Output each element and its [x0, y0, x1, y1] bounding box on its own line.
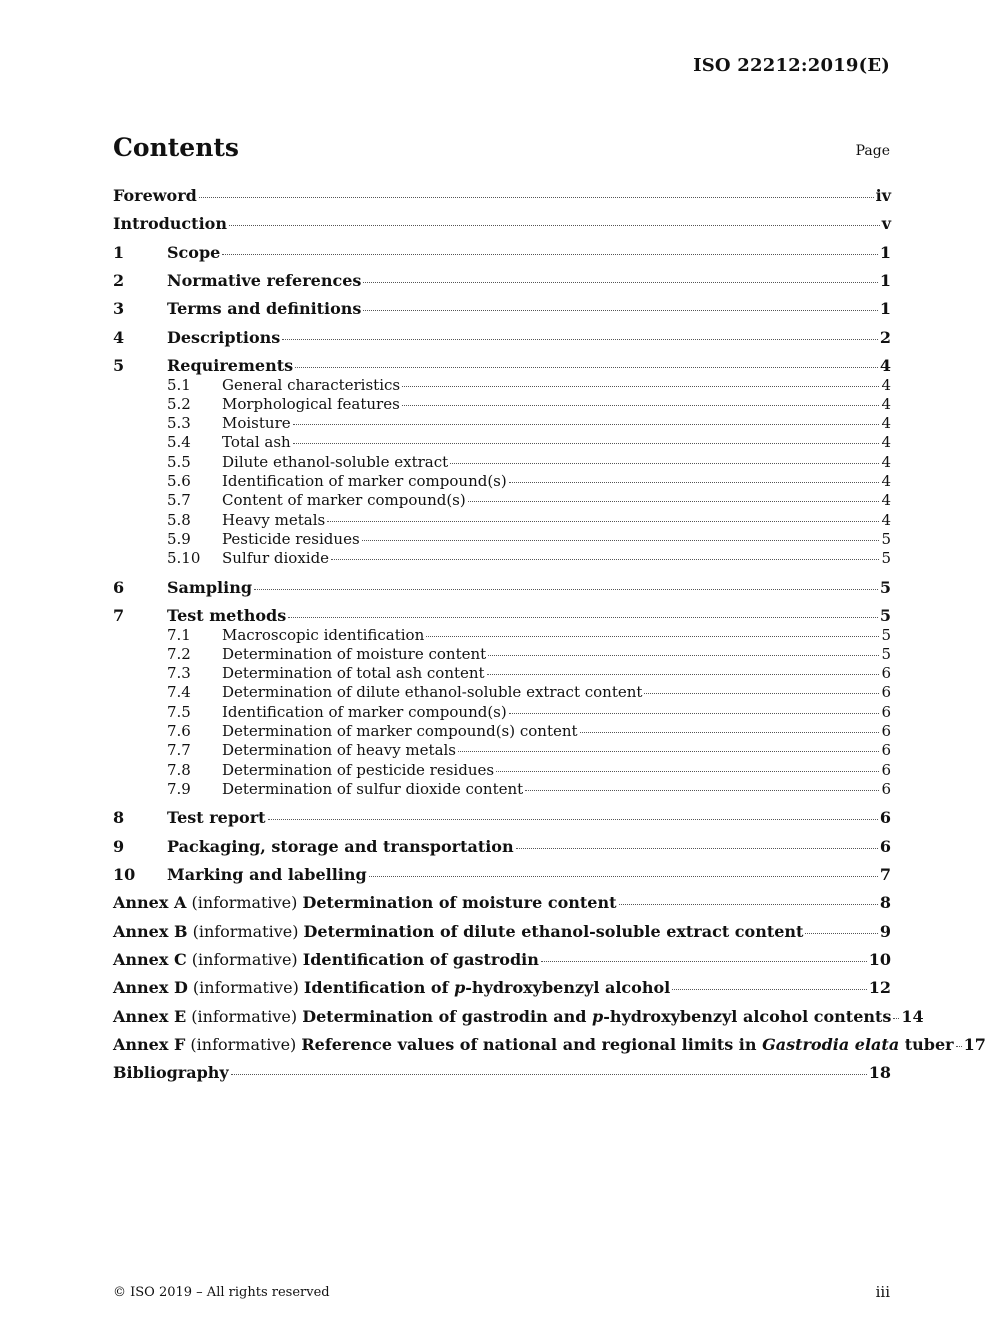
- dot-leader: [293, 442, 880, 444]
- toc-entry-title: Determination of heavy metals: [222, 741, 457, 759]
- bibliography-page: 18: [868, 1063, 891, 1082]
- toc-entry-number: 7.3: [167, 664, 191, 682]
- toc-entry[interactable]: [113, 433, 891, 453]
- toc-entry-page: 6: [881, 761, 891, 779]
- toc-entry-page: 4: [881, 376, 891, 394]
- toc-entry-number: 5.1: [167, 376, 191, 394]
- toc-entry[interactable]: [113, 578, 891, 598]
- dot-leader: [956, 1045, 962, 1047]
- toc-entry-title: General characteristics: [222, 376, 401, 394]
- toc-entry[interactable]: [113, 664, 891, 684]
- toc-entry-number: 8: [113, 808, 125, 827]
- toc-entry[interactable]: [113, 683, 891, 703]
- toc-entry-page: 1: [879, 299, 891, 318]
- toc-entry-number: 6: [113, 578, 125, 597]
- toc-entry-title: Morphological features: [222, 395, 400, 413]
- toc-entry-number: 7: [113, 606, 125, 625]
- toc-entry[interactable]: [113, 395, 891, 415]
- annex-entry[interactable]: [113, 978, 891, 998]
- dot-leader: [369, 875, 878, 877]
- toc-entry-title: Scope: [167, 243, 221, 262]
- annex-page: 17: [963, 1035, 986, 1054]
- toc-entry[interactable]: [113, 761, 891, 781]
- dot-leader: [488, 654, 879, 656]
- dot-leader: [363, 309, 877, 311]
- bibliography-title: Bibliography: [113, 1063, 229, 1082]
- toc-entry[interactable]: [113, 453, 891, 473]
- annex-entry[interactable]: [113, 1007, 924, 1027]
- toc-entry-title: Heavy metals: [222, 511, 326, 529]
- toc-entry-page: 4: [881, 511, 891, 529]
- toc-entry-title: Descriptions: [167, 328, 281, 347]
- toc-entry-number: 7.1: [167, 626, 191, 644]
- toc-entry-page: 1: [879, 271, 891, 290]
- toc-entry[interactable]: [113, 865, 891, 885]
- dot-leader: [231, 1073, 867, 1075]
- toc-entry-number: 5: [113, 356, 125, 375]
- dot-leader: [580, 731, 880, 733]
- dot-leader: [331, 558, 879, 560]
- annex-page: 12: [868, 978, 891, 997]
- toc-entry-number: 1: [113, 243, 125, 262]
- toc-entry-page: 6: [881, 664, 891, 682]
- toc-entry-title: Determination of total ash content: [222, 664, 485, 682]
- toc-entry-title: Test methods: [167, 606, 287, 625]
- toc-entry-page: 5: [879, 578, 891, 597]
- toc-entry-title: Moisture: [222, 414, 291, 432]
- toc-entry-number: 5.8: [167, 511, 191, 529]
- dot-leader: [362, 539, 880, 541]
- dot-leader: [496, 770, 879, 772]
- annex-entry[interactable]: [113, 922, 891, 942]
- dot-leader: [541, 960, 867, 962]
- toc-entry-page: 6: [879, 837, 891, 856]
- dot-leader: [509, 481, 880, 483]
- annex-entry[interactable]: [113, 893, 891, 913]
- toc-entry-title: Test report: [167, 808, 266, 827]
- annex-type: (informative): [186, 950, 303, 969]
- annex-page: 9: [879, 922, 891, 941]
- dot-leader: [199, 196, 874, 198]
- dot-leader: [487, 673, 880, 675]
- annex-label: Annex E: [113, 1007, 187, 1026]
- dot-leader: [805, 932, 877, 934]
- toc-entry-title: Macroscopic identification: [222, 626, 425, 644]
- toc-entry-page: 4: [881, 414, 891, 432]
- toc-entry-number: 7.6: [167, 722, 191, 740]
- toc-entry-title: Determination of moisture content: [222, 645, 487, 663]
- toc-entry-number: 7.4: [167, 683, 191, 701]
- toc-entry-title: Determination of sulfur dioxide content: [222, 780, 524, 798]
- dot-leader: [293, 423, 880, 425]
- annex-label: Annex D: [113, 978, 188, 997]
- toc-entry-title: Identification of marker compound(s): [222, 703, 507, 721]
- dot-leader: [619, 903, 878, 905]
- dot-leader: [672, 988, 867, 990]
- toc-entry-number: 5.5: [167, 453, 191, 471]
- toc-entry-number: 4: [113, 328, 125, 347]
- toc-entry-number: 7.8: [167, 761, 191, 779]
- dot-leader: [222, 253, 878, 255]
- toc-entry-number: 7.7: [167, 741, 191, 759]
- annex-title: Determination of dilute ethanol-soluble extract content: [303, 922, 804, 941]
- toc-entry-number: 5.10: [167, 549, 201, 567]
- toc-entry-page: 4: [881, 453, 891, 471]
- toc-entry-title: Normative references: [167, 271, 362, 290]
- toc-entry-page: 6: [881, 741, 891, 759]
- toc-entry[interactable]: [113, 376, 891, 396]
- annex-label: Annex A: [113, 893, 187, 912]
- toc-entry-title: Dilute ethanol-soluble extract: [222, 453, 449, 471]
- dot-leader: [893, 1017, 899, 1019]
- toc-entry-page: 6: [881, 683, 891, 701]
- toc-entry-number: 5.9: [167, 530, 191, 548]
- toc-entry-number: 9: [113, 837, 125, 856]
- toc-entry-title: Sampling: [167, 578, 253, 597]
- dot-leader: [468, 500, 880, 502]
- toc-entry-title: Identification of marker compound(s): [222, 472, 507, 490]
- toc-entry-page: 5: [881, 549, 891, 567]
- annex-label: Annex F: [113, 1035, 186, 1054]
- annex-title: Determination of moisture content: [302, 893, 617, 912]
- annex-label: Annex C: [113, 950, 187, 969]
- dot-leader: [450, 462, 879, 464]
- toc-entry-number: 2: [113, 271, 125, 290]
- page-column-label: Page: [855, 143, 890, 159]
- toc-entry-page: 6: [881, 722, 891, 740]
- annex-type: (informative): [185, 1035, 302, 1054]
- toc-entry[interactable]: [113, 511, 891, 531]
- dot-leader: [363, 281, 877, 283]
- toc-entry-number: 5.3: [167, 414, 191, 432]
- annex-title: Identification of p-hydroxybenzyl alcohol: [303, 978, 671, 997]
- dot-leader: [525, 789, 879, 791]
- annex-type: (informative): [187, 978, 304, 997]
- toc-entry-title: Terms and definitions: [167, 299, 362, 318]
- toc-entry[interactable]: [113, 186, 891, 206]
- toc-entry-title: Determination of dilute ethanol-soluble extract content: [222, 683, 643, 701]
- toc-entry[interactable]: [113, 780, 891, 800]
- toc-entry-number: 7.2: [167, 645, 191, 663]
- toc-entry[interactable]: [113, 837, 891, 857]
- toc-entry-page: 6: [881, 780, 891, 798]
- toc-entry[interactable]: [113, 549, 891, 569]
- toc-entry[interactable]: [113, 271, 891, 291]
- annex-page: 10: [868, 950, 891, 969]
- toc-entry-number: 7.5: [167, 703, 191, 721]
- toc-entry-page: 4: [881, 395, 891, 413]
- dot-leader: [402, 404, 880, 406]
- toc-entry-title: Marking and labelling: [167, 865, 367, 884]
- toc-entry-title: Sulfur dioxide: [222, 549, 330, 567]
- document-code: ISO 22212:2019(E): [693, 55, 890, 76]
- toc-entry-page: 4: [881, 472, 891, 490]
- annex-page: 8: [879, 893, 891, 912]
- toc-entry[interactable]: [113, 741, 891, 761]
- toc-entry-page: 7: [879, 865, 891, 884]
- toc-entry[interactable]: [113, 606, 891, 626]
- annex-title: Determination of gastrodin and p-hydroxybenzyl alcohol contents: [302, 1007, 892, 1026]
- copyright-notice: © ISO 2019 – All rights reserved: [113, 1285, 330, 1300]
- dot-leader: [229, 224, 880, 226]
- toc-entry[interactable]: [113, 472, 891, 492]
- toc-entry[interactable]: [113, 645, 891, 665]
- dot-leader: [268, 818, 878, 820]
- toc-entry[interactable]: [113, 328, 891, 348]
- dot-leader: [516, 847, 878, 849]
- toc-entry-page: 4: [881, 433, 891, 451]
- toc-entry-title: Requirements: [167, 356, 294, 375]
- dot-leader: [402, 385, 879, 387]
- toc-entry-title: Determination of marker compound(s) content: [222, 722, 578, 740]
- toc-entry[interactable]: [113, 243, 891, 263]
- annex-title: Identification of gastrodin: [302, 950, 539, 969]
- toc-entry-page: v: [881, 214, 891, 233]
- toc-entry-page: 1: [879, 243, 891, 262]
- toc-entry[interactable]: [113, 626, 891, 646]
- contents-heading: Contents: [113, 133, 240, 162]
- dot-leader: [509, 712, 880, 714]
- toc-entry-page: 6: [879, 808, 891, 827]
- dot-leader: [327, 520, 879, 522]
- toc-entry[interactable]: [113, 214, 891, 234]
- toc-entry-number: 7.9: [167, 780, 191, 798]
- page-number: iii: [875, 1283, 890, 1301]
- toc-entry[interactable]: [113, 722, 891, 742]
- dot-leader: [295, 366, 878, 368]
- toc-entry[interactable]: [113, 530, 891, 550]
- dot-leader: [458, 750, 879, 752]
- toc-entry-number: 5.6: [167, 472, 191, 490]
- toc-entry[interactable]: [113, 414, 891, 434]
- toc-entry-number: 5.4: [167, 433, 191, 451]
- toc-entry-title: Pesticide residues: [222, 530, 360, 548]
- toc-entry[interactable]: [113, 491, 891, 511]
- toc-entry-page: 5: [881, 626, 891, 644]
- annex-title: Reference values of national and regional limits in Gastrodia elata tuber: [301, 1035, 954, 1054]
- dot-leader: [282, 338, 878, 340]
- toc-entry[interactable]: [113, 703, 891, 723]
- toc-entry-page: 5: [879, 606, 891, 625]
- toc-entry-number: 5.2: [167, 395, 191, 413]
- toc-entry-page: iv: [875, 186, 891, 205]
- toc-entry[interactable]: [113, 808, 891, 828]
- toc-entry-number: 3: [113, 299, 125, 318]
- toc-entry-number: 10: [113, 865, 136, 884]
- annex-label: Annex B: [113, 922, 188, 941]
- annex-entry[interactable]: [113, 1035, 986, 1055]
- dot-leader: [288, 616, 878, 618]
- annex-type: (informative): [186, 1007, 303, 1026]
- annex-entry[interactable]: [113, 950, 891, 970]
- annex-type: (informative): [187, 922, 304, 941]
- toc-entry-title: Foreword: [113, 186, 197, 205]
- toc-entry-page: 5: [881, 530, 891, 548]
- toc-entry-page: 4: [881, 491, 891, 509]
- toc-entry-page: 2: [879, 328, 891, 347]
- toc-entry-title: Introduction: [113, 214, 227, 233]
- toc-entry[interactable]: [113, 299, 891, 319]
- toc-entry-number: 5.7: [167, 491, 191, 509]
- toc-entry-page: 6: [881, 703, 891, 721]
- toc-entry-page: 5: [881, 645, 891, 663]
- toc-entry-title: Total ash: [222, 433, 291, 451]
- bibliography-entry[interactable]: [113, 1063, 891, 1083]
- toc-entry-title: Content of marker compound(s): [222, 491, 466, 509]
- dot-leader: [644, 692, 879, 694]
- annex-type: (informative): [186, 893, 303, 912]
- toc-entry-page: 4: [879, 356, 891, 375]
- annex-page: 14: [901, 1007, 924, 1026]
- dot-leader: [254, 588, 878, 590]
- toc-entry-title: Determination of pesticide residues: [222, 761, 495, 779]
- dot-leader: [426, 635, 879, 637]
- toc-entry-title: Packaging, storage and transportation: [167, 837, 514, 856]
- toc-entry[interactable]: [113, 356, 891, 376]
